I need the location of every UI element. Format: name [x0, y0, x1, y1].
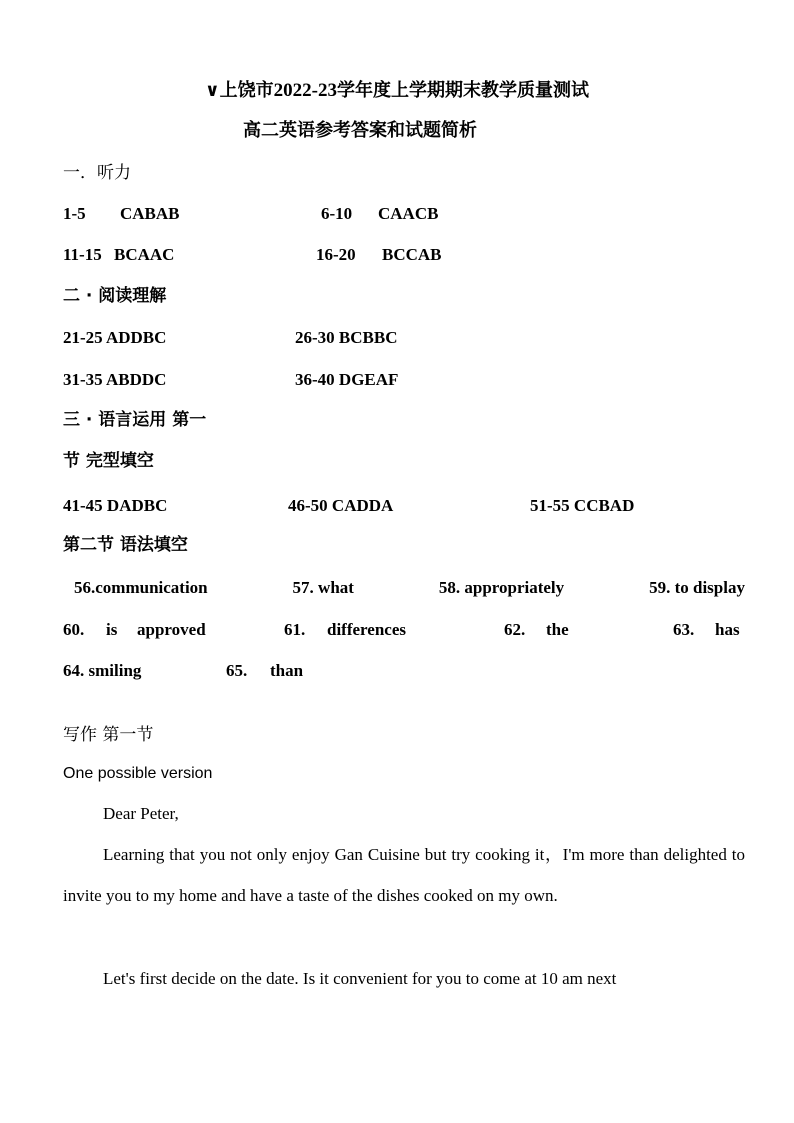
title-suffix: 学年度上学期期末教学质量测试 [336, 80, 589, 101]
answer-range: 6-10 [321, 204, 353, 223]
title-prefix: ∨上饶市 [205, 80, 274, 101]
answer-key: BCAAC [114, 245, 175, 264]
grammar-answers-row [63, 578, 745, 598]
section-heading-listening: 一．听力 [63, 163, 131, 183]
version-label: One possible version [63, 765, 213, 782]
answer-key: 21-25 ADDBC [63, 328, 167, 347]
answer-key: is [106, 620, 118, 639]
answer-range: 11-15 [63, 245, 102, 264]
answer-number: 62. [504, 620, 526, 639]
answer-number: 61. [284, 620, 306, 639]
answer-key: 41-45 DADBC [63, 496, 168, 515]
answer-key: 58. appropriately [438, 578, 565, 597]
answer-number: 60. [63, 620, 85, 639]
answer-key: 31-35 ABDDC [63, 370, 167, 389]
answer-key: 36-40 DGEAF [295, 370, 399, 389]
answer-key: than [270, 661, 304, 680]
section-heading-language-use: 三 · 语言运用 第一 [63, 410, 207, 430]
section-heading-grammar: 第二节 语法填空 [63, 535, 188, 555]
answer-range: 1-5 [63, 204, 86, 223]
answer-key: BCCAB [382, 245, 442, 264]
answer-range: 16-20 [316, 245, 356, 264]
section-heading-reading: 二 · 阅读理解 [63, 286, 167, 306]
answer-key: 46-50 CADDA [288, 496, 394, 515]
letter-paragraph: Learning that you not only enjoy Gan Cuisine but try cooking it，I'm more than delighted to invite you to my home and have a taste of the dishes cooked on my own. [63, 845, 745, 905]
answer-key: has [715, 620, 740, 639]
title-year: 2022-23 [273, 80, 337, 101]
section-heading-writing: 写作 第一节 [63, 725, 154, 745]
section-heading-language-use-cont: 节 完型填空 [63, 451, 154, 471]
page-subtitle: 高二英语参考答案和试题简析 [243, 120, 477, 141]
letter-greeting: Dear Peter, [103, 804, 179, 823]
answer-number: 63. [673, 620, 695, 639]
answer-key: 64. smiling [63, 661, 142, 680]
answer-key: 56.communication [74, 578, 208, 597]
answer-key: CAACB [378, 204, 439, 223]
answer-key: 51-55 CCBAD [530, 496, 635, 515]
answer-key: approved [137, 620, 206, 639]
answer-number: 65. [226, 661, 248, 680]
answer-key: differences [327, 620, 406, 639]
answer-key: 59. to display [649, 578, 745, 597]
letter-paragraph: Let's first decide on the date. Is it convenient for you to come at 10 am next [103, 969, 617, 988]
page-title [0, 76, 794, 102]
answer-key: 26-30 BCBBC [295, 328, 398, 347]
answer-key: 57. what [292, 578, 354, 597]
answer-key: CABAB [120, 204, 180, 223]
answer-key: the [546, 620, 569, 639]
